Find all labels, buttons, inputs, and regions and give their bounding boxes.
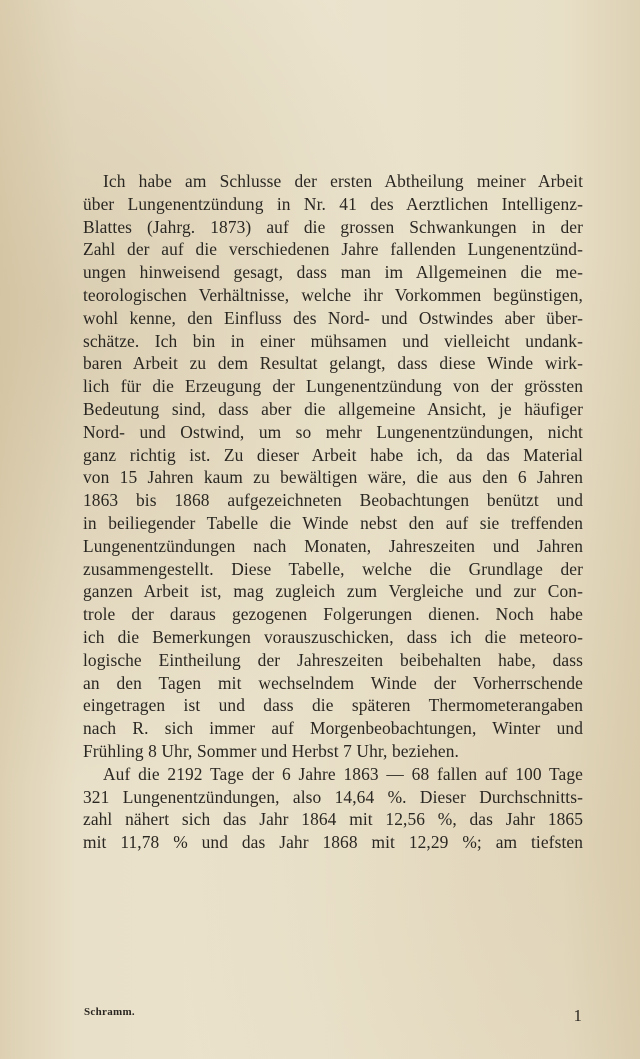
text-line: ganz richtig ist. Zu dieser Arbeit habe ich, da das Material <box>83 444 583 465</box>
text-line: mit 11,78 % und das Jahr 1868 mit 12,29 %; am tiefsten <box>83 832 583 853</box>
text-line: Nord- und Ostwind, um so mehr Lungenentzündungen, nicht <box>83 421 583 442</box>
text-line: von 15 Jahren kaum zu bewältigen wäre, die aus den 6 Jahren <box>83 467 583 488</box>
page-number: 1 <box>573 1006 582 1025</box>
text-line: ganzen Arbeit ist, mag zugleich zum Vergleiche und zur Con- <box>83 581 583 602</box>
text-line: an den Tagen mit wechselndem Winde der Vorherrschende <box>83 672 583 693</box>
text-line: lich für die Erzeugung der Lungenentzündung von der grössten <box>83 376 583 397</box>
text-line: teorologischen Verhältnisse, welche ihr Vorkommen begünstigen, <box>83 284 583 305</box>
text-line: baren Arbeit zu dem Resultat gelangt, dass diese Winde wirk- <box>83 353 583 374</box>
text-line: 1863 bis 1868 aufgezeichneten Beobachtungen benützt und <box>83 490 583 511</box>
text-line: Lungenentzündungen nach Monaten, Jahreszeiten und Jahren <box>83 535 583 556</box>
text-line: logische Eintheilung der Jahreszeiten beibehalten habe, dass <box>83 649 583 670</box>
text-line: zusammengestellt. Diese Tabelle, welche die Grundlage der <box>83 558 583 579</box>
printer-signature: Schramm. <box>84 1006 135 1018</box>
text-line: ich die Bemerkungen vorauszuschicken, dass ich die meteoro- <box>83 626 583 647</box>
text-line: nach R. sich immer auf Morgenbeobachtungen, Winter und <box>83 718 583 739</box>
text-line: ungen hinweisend gesagt, dass man im Allgemeinen die me- <box>83 262 583 283</box>
text-line: Blattes (Jahrg. 1873) auf die grossen Schwankungen in der <box>83 216 583 237</box>
text-line: zahl nähert sich das Jahr 1864 mit 12,56 %, das Jahr 1865 <box>83 809 583 830</box>
text-line: 321 Lungenentzündungen, also 14,64 %. Dieser Durchschnitts- <box>83 786 583 807</box>
text-line: Ich habe am Schlusse der ersten Abtheilung meiner Arbeit <box>103 171 583 191</box>
text-line: trole der daraus gezogenen Folgerungen dienen. Noch habe <box>83 604 583 625</box>
text-line: Auf die 2192 Tage der 6 Jahre 1863 — 68 fallen auf 100 Tage <box>103 763 583 784</box>
text-line: eingetragen ist und dass die späteren Thermometerangaben <box>83 695 583 716</box>
body-text <box>83 170 583 854</box>
page-footer <box>84 1004 584 1026</box>
text-line: schätze. Ich bin in einer mühsamen und vielleicht undank- <box>83 330 583 351</box>
text-line: Frühling 8 Uhr, Sommer und Herbst 7 Uhr, beziehen. <box>83 740 459 761</box>
text-line: Zahl der auf die verschiedenen Jahre fallenden Lungenentzünd- <box>83 239 583 260</box>
text-line: in beiliegender Tabelle die Winde nebst den auf sie treffenden <box>83 512 583 533</box>
text-line: über Lungenentzündung in Nr. 41 des Aerztlichen Intelligenz- <box>83 193 583 214</box>
text-line: wohl kenne, den Einfluss des Nord- und Ostwindes aber über- <box>83 307 583 328</box>
text-line: Bedeutung sind, dass aber die allgemeine Ansicht, je häufiger <box>83 398 583 419</box>
